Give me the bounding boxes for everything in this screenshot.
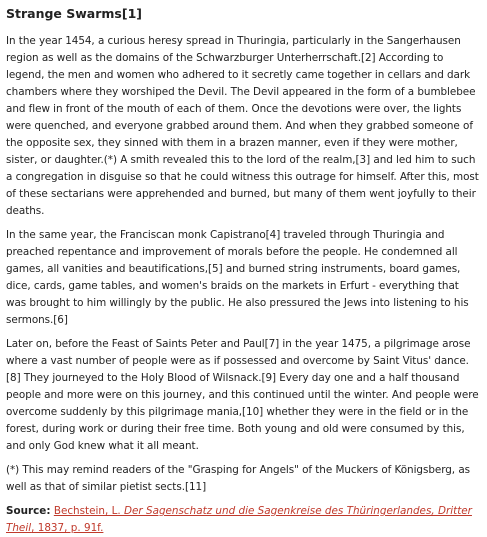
source-link-title: Der Sagenschatz und die Sagenkreise des Thüringerlandes, Dritter Theil: [6, 505, 472, 534]
article-title: Strange Swarms[1]: [6, 6, 142, 21]
source-link-prefix: Bechstein, L.: [53, 505, 125, 517]
source-label: Source:: [6, 505, 51, 517]
paragraph-footnote: (*) This may remind readers of the "Grasping for Angels" of the Muckers of Königsberg, as well as that of similar pietist sects.[11]: [6, 464, 470, 493]
paragraph-pilgrimage: Later on, before the Feast of Saints Peter and Paul[7] in the year 1475, a pilgrimage arose where a vast number of people were as if possessed and overcome by Saint Vitus' dance.[8] They journeyed to the Holy Blood of Wilsnack.[9] Every day one and a half thousand people and more were on this journey, and this continued until the winter. And people were overcome suddenly by this pilgrimage mania,[10] whether they were in the field or in the forest, during work or during their free time. Both young and old were consumed by this, and only God knew what it all meant.: [6, 338, 479, 452]
paragraph-heresy: In the year 1454, a curious heresy spread in Thuringia, particularly in the Sangerhausen region as well as the domains of the Schwarzburger Unterherrschaft.[2] According to legend, the men and women who adhered to it secretly came together in cellars and dark chambers where they worshiped the Devil. The Devil appeared in the form of a bumblebee and flew in front of the mouth of each of them. Once the devotions were over, the lights were quenched, and everyone grabbed around them. And when they grabbed someone of the opposite sex, they sinned with them in a brazen manner, even if they were mother, sister, or daughter.(*) A smith revealed this to the lord of the realm,[3] and led him to such a congregation in disguise so that he could witness this outrage for himself. After this, most of these sectarians were apprehended and burned, but many of them went joyfully to their deaths.: [6, 35, 479, 217]
source-citation: [6, 503, 481, 537]
source-link[interactable]: [6, 505, 472, 534]
source-link-suffix: , 1837, p. 91f.: [31, 522, 104, 534]
paragraph-capistrano: In the same year, the Franciscan monk Capistrano[4] traveled through Thuringia and preached repentance and improvement of morals before the people. He condemned all games, all vanities and beautifications,[5] and burned string instruments, board games, dice, cards, game tables, and women's braids on the markets in Erfurt - everything that was brought to him willingly by the public. He also pressured the Jews into listening to his sermons.[6]: [6, 229, 469, 326]
